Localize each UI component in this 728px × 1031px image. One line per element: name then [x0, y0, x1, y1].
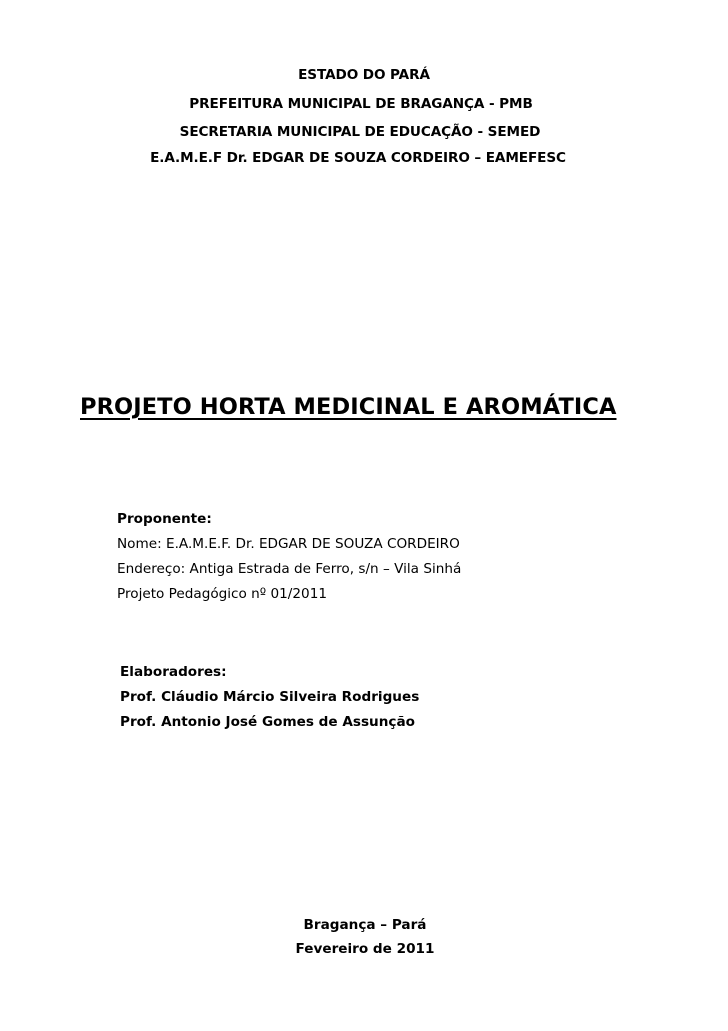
proponente-address: Endereço: Antiga Estrada de Ferro, s/n – Vila Sinhá — [117, 561, 462, 577]
project-title: PROJETO HORTA MEDICINAL E AROMÁTICA — [80, 394, 617, 420]
proponente-section — [117, 507, 461, 607]
proponente-name: Nome: E.A.M.E.F. Dr. EDGAR DE SOUZA CORDEIRO — [117, 536, 460, 552]
header-school: E.A.M.E.F Dr. EDGAR DE SOUZA CORDEIRO – EAMEFESC — [150, 150, 566, 166]
elaboradores-label: Elaboradores: — [120, 664, 227, 680]
proponente-project-number: Projeto Pedagógico nº 01/2011 — [117, 586, 327, 602]
footer-date: Fevereiro de 2011 — [295, 941, 435, 957]
header-prefecture: PREFEITURA MUNICIPAL DE BRAGANÇA - PMB — [189, 96, 533, 112]
footer-location: Bragança – Pará — [303, 917, 427, 933]
proponente-label: Proponente: — [117, 511, 212, 527]
header-state: ESTADO DO PARÁ — [298, 67, 430, 83]
elaboradores-section — [120, 660, 419, 735]
elaborador-1: Prof. Cláudio Márcio Silveira Rodrigues — [120, 689, 420, 705]
elaborador-2: Prof. Antonio José Gomes de Assunção — [120, 714, 415, 730]
header-secretariat: SECRETARIA MUNICIPAL DE EDUCAÇÃO - SEMED — [179, 124, 541, 140]
